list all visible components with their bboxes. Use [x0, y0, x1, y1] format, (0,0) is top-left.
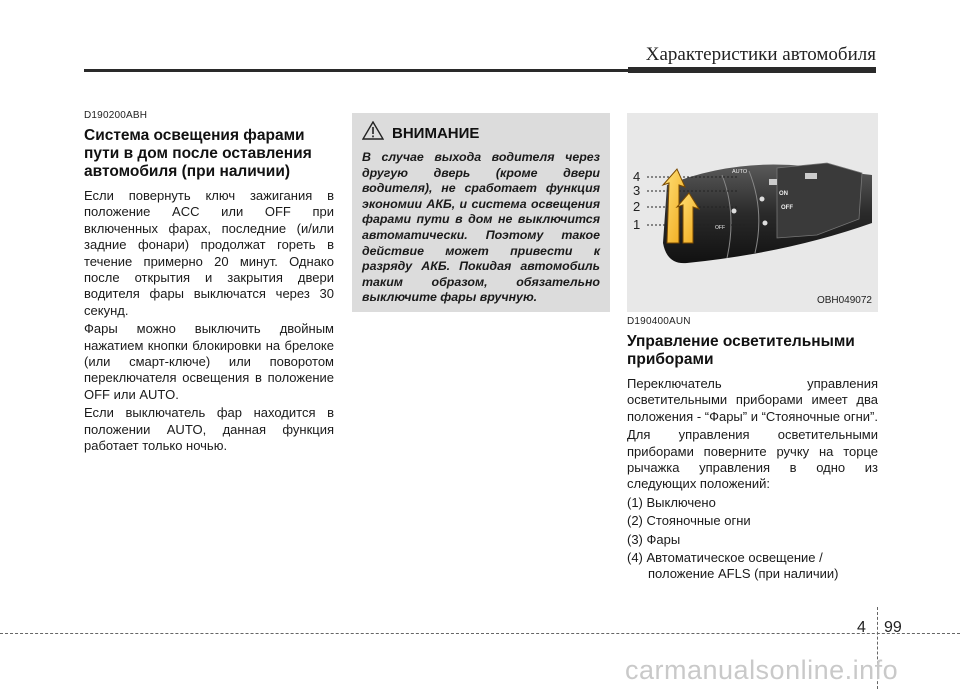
page-chapter: 4: [857, 619, 866, 636]
paragraph: Переключатель управления осветительными приборами имеет два положения - “Фары” и “Стояночные огни”.: [627, 376, 878, 424]
section-title: Система освещения фарами пути в дом после оставления автомобиля (при наличии): [84, 127, 312, 180]
figure-label-off: OFF: [781, 205, 793, 211]
paragraph: Если повернуть ключ зажигания в положение ACC или OFF при включенных фарах, последние (и/или задние фонари) продолжат гореть в течение примерно 20 минут. Однако после открытия и закрытия двери водителя фары выключатся через 30 секунд.: [84, 188, 334, 318]
figure-number-1: 1: [633, 217, 641, 232]
warning-triangle-icon: [362, 121, 384, 145]
figure-label-off-ring: OFF: [715, 225, 725, 231]
watermark: carmanualsonline.info: [625, 655, 899, 685]
section-code: D190400AUN: [627, 316, 691, 327]
warning-text: В случае выхода водителя через другую дверь (кроме двери водителя), не сработает функция экономии АКБ, и система освещения фарами пути в дом не выключится автоматически. Поэтому такое действие может привести к разряду АКБ. Покидая автомобиль таким образом, обязательно выключите фары вручную.: [362, 150, 600, 305]
warning-box: [352, 113, 610, 312]
headlight-switch-illustration: [627, 113, 878, 312]
right-column: [627, 316, 878, 585]
page-header-title: Характеристики автомобиля: [645, 44, 876, 65]
footer-rule: [0, 633, 960, 634]
list-item: (1) Выключено: [627, 494, 716, 510]
figure-number-2: 2: [633, 199, 641, 214]
header-rule-accent: [628, 67, 876, 73]
headlight-switch-figure: [627, 113, 878, 312]
section-title: Управление осветительными приборами: [627, 333, 855, 368]
page-number: 99: [884, 619, 902, 636]
figure-number-3: 3: [633, 183, 641, 198]
paragraph: Если выключатель фар находится в положении AUTO, данная функция работает только ночью.: [84, 405, 334, 454]
left-column: [84, 110, 334, 457]
figure-number-4: 4: [633, 169, 641, 184]
list-item: (2) Стояночные огни: [627, 513, 751, 529]
paragraph: Фары можно выключить двойным нажатием кнопки блокировки на брелоке (или смарт-ключе) или поворотом переключателя освещения в положение OFF или AUTO.: [84, 321, 334, 402]
figure-label-auto: AUTO: [732, 169, 748, 175]
paragraph: Для управления осветительными приборами поверните ручку на торце рычажка управления в одно из следующих положений:: [627, 427, 878, 492]
section-code: D190200ABH: [84, 110, 148, 121]
figure-code: OBH049072: [816, 295, 872, 306]
list-item: (4) Автоматическое освещение / положение AFLS (при наличии): [627, 550, 839, 582]
list-item: (3) Фары: [627, 531, 681, 547]
figure-label-on: ON: [779, 191, 788, 197]
warning-title: ВНИМАНИЕ: [392, 124, 480, 142]
